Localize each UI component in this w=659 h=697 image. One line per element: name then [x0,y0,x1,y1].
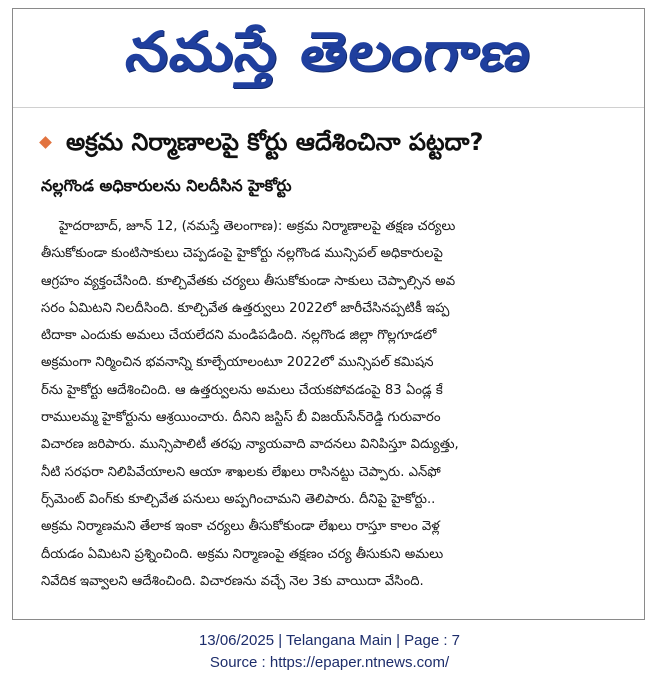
masthead [13,13,644,95]
headline-row [35,125,636,159]
clipping-frame [12,8,645,620]
article-line: విచారణ జరిపారు. మున్సిపాలిటీ తరఫు న్యాయవాది వాదనలు వినిపిస్తూ విద్యుత్తు, [41,437,459,453]
article-line: దీయడం ఏమిటని ప్రశ్నించింది. అక్రమ నిర్మాణంపై తక్షణం చర్య తీసుకుని అమలు [41,546,444,562]
article-line: ఆగ్రహం వ్యక్తంచేసింది. కూల్చివేతకు చర్యలు తీసుకోకుండా సాకులు చెప్పాల్సిన అవ [41,273,456,289]
article-line: సరం ఏమిటని నిలదీసింది. కూల్చివేత ఉత్తర్వులు 2022లో జారీచేసినప్పటికీ ఇప్ప [41,300,450,316]
edition-info: 13/06/2025 | Telangana Main | Page : 7 [198,632,461,649]
article-line: నీటి సరఫరా నిలిపివేయాలని ఆయా శాఖలకు లేఖలు రాసినట్టు చెప్పారు. ఎన్‌ఫో [41,464,441,480]
article-line: అక్రమ నిర్మాణమని తేలాక ఇంకా చర్యలు తీసుకోకుండా లేఖలు రాస్తూ కాలం వెళ్ల [41,519,440,535]
article-body [41,213,619,595]
article-line: టిదాకా ఎందుకు అమలు చేయలేదని మండిపడింది. నల్లగొండ జిల్లా గొల్లగూడలో [41,328,437,344]
article-headline: అక్రమ నిర్మాణాలపై కోర్టు ఆదేశించినా పట్టదా? [66,128,484,156]
clipping-footer [0,630,659,674]
article-line: రాములమ్మ హైకోర్టును ఆశ్రయించారు. దీనిని జస్టిస్ బీ విజయ్‌సేన్‌రెడ్డి గురువారం [41,410,441,426]
article-line: ర్‌ను హైకోర్టు ఆదేశించింది. ఆ ఉత్తర్వులను అమలు చేయకపోవడంపై 83 ఏండ్ల కే [41,382,443,398]
article-line: ర్స్‌మెంట్ వింగ్‌కు కూల్చివేత పనులు అప్పగించామని తెలిపారు. దీనిపై హైకోర్టు.. [41,491,436,507]
article-subheadline: నల్లగొండ అధికారులను నిలదీసిన హైకోర్టు [41,176,292,195]
article-line: అక్రమంగా నిర్మించిన భవనాన్ని కూల్చేయాలంటూ 2022లో మున్సిపల్ కమిషన [41,355,434,371]
diamond-bullet-icon [39,136,52,149]
masthead-logo: నమస్తే తెలంగాణ [122,20,535,83]
source-info: Source : https://epaper.ntnews.com/ [209,654,450,671]
article-line: నివేదిక ఇవ్వాలని ఆదేశించింది. విచారణను వచ్చే నెల 3కు వాయిదా వేసింది. [41,573,424,589]
article-line: హైదరాబాద్, జూన్ 12, (నమస్తే తెలంగాణ): అక్రమ నిర్మాణాలపై తక్షణ చర్యలు [59,219,456,234]
masthead-divider [13,107,644,108]
article-line: తీసుకోకుండా కుంటిసాకులు చెప్పడంపై హైకోర్టు నల్లగొండ మున్సిపల్ అధికారులపై [41,246,443,262]
